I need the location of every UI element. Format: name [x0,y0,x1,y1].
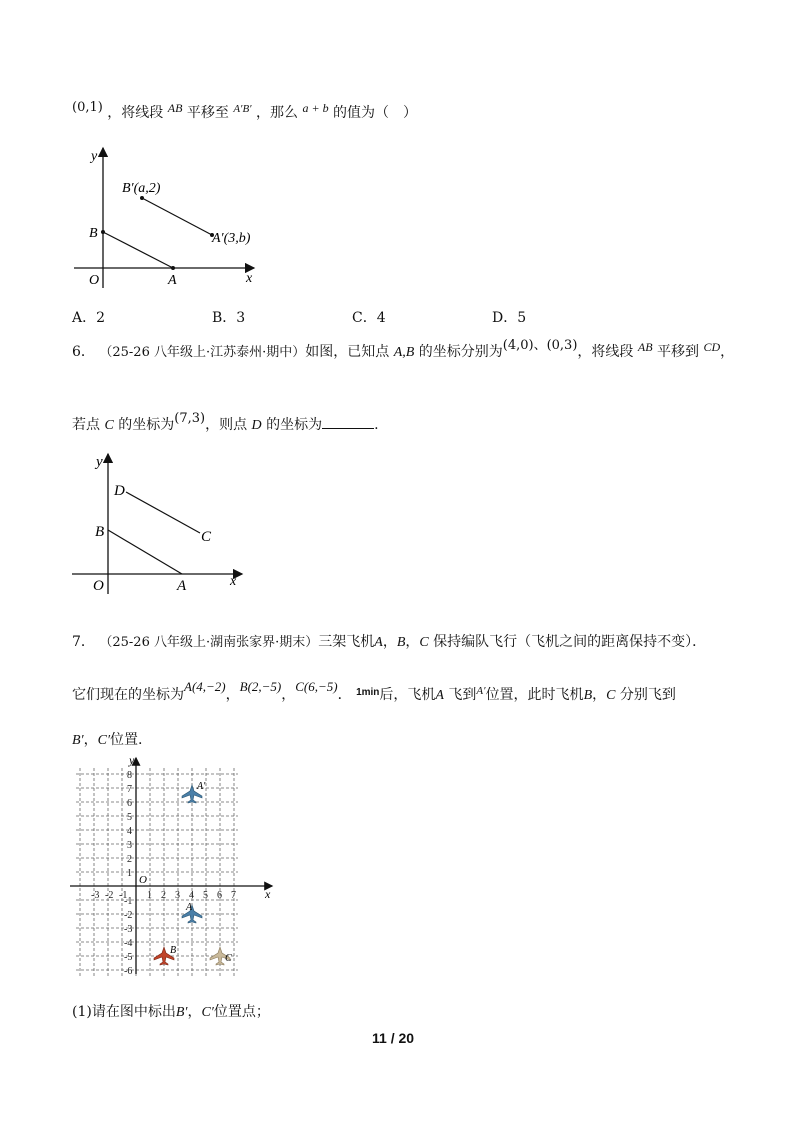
q6-segment-cd [126,492,200,533]
y-tick-label: 2 [127,854,132,865]
q6-source: （25-26 八年级上·江苏泰州·期中） [99,345,306,360]
y-tick-label: 5 [127,812,132,823]
q6-a-label: A [177,578,187,594]
q5-option-a[interactable]: A．2 [72,310,106,326]
q5-expression: a + b [302,101,329,115]
current-page: 11 [372,1030,387,1046]
q7-coord-a: A(4,−2) [184,679,226,694]
x-tick-label: 2 [161,890,166,901]
q5-y-label: y [91,149,98,164]
y-tick-label: 7 [127,784,132,795]
q7-sub-question-1: (1)请在图中标出B′，C′位置点； [72,1004,270,1020]
q5-a-prime-label: A′(3,b) [212,231,251,246]
q7-coord-c: C(6,−5) [295,679,338,694]
q7-origin-label: O [139,874,147,886]
q5-a-label: A [168,273,177,288]
y-tick-label: -3 [124,924,133,935]
q6-b-label: B [95,524,105,540]
y-tick-label: -5 [124,952,133,963]
q5-stem-line: (0,1) ，将线段 AB 平移至 $^{A'B'}$ ，那么 a + b 的值为（ ） [72,100,418,121]
q6-coord-c: (7,3) [174,411,206,426]
y-tick-label: 6 [127,798,132,809]
x-tick-label: 4 [189,890,194,901]
q5-figure [60,142,270,292]
y-tick-label: 1 [127,868,132,879]
y-tick-label: 3 [127,840,132,851]
x-tick-label: -3 [91,890,100,901]
x-tick-label: 1 [147,890,152,901]
y-tick-label: -4 [124,938,133,949]
q7-number: 7． [72,634,95,650]
q6-figure [66,450,250,596]
q6-c-label: C [201,529,212,545]
q5-option-c[interactable]: C．4 [352,310,386,326]
q7-coord-b: B(2,−5) [239,679,282,694]
q5-point-b-prime [140,196,144,200]
q7-stem-line-3: B′，C′位置. [72,732,143,748]
x-tick-label: -1 [119,890,128,901]
q5-b-prime-label: B′(a,2) [122,181,161,196]
y-tick-label: -6 [124,966,133,977]
q6-stem-line-1: 6． （25-26 八年级上·江苏泰州·期中）如图，已知点 A,B 的坐标分别为(4,0)、(0,3)，将线段 AB 平移到 CD， [72,338,735,360]
q5-point-b [101,230,105,234]
q5-segment-ab-line [103,232,173,268]
x-tick-label: 6 [217,890,222,901]
q7-source: （25-26 八年级上·湖南张家界·期末） [99,635,319,650]
q6-origin-label: O [93,578,104,594]
q6-y-label: y [96,454,103,470]
page-separator: / [390,1030,395,1046]
q7-a-label: A [186,902,193,913]
page-number [372,1030,414,1046]
q5-option-d[interactable]: D．5 [492,310,527,326]
total-pages: 20 [398,1030,415,1046]
q5-point-a [171,266,175,270]
q7-b-label: B [170,945,177,956]
q5-segment-ab-prime: A′B′ [233,103,252,115]
q7-stem-line-2: 它们现在的坐标为A(4,−2)，B(2,−5)，C(6,−5)． $^{1min}$后，飞机A 飞到$^{A'}$位置，此时飞机B，C 分别飞到 [72,679,676,703]
q7-gridlines [76,768,238,976]
y-tick-label: 8 [127,770,132,781]
q7-a-prime-label: A′ [197,781,206,792]
q5-x-label: x [246,271,253,286]
q7-x-label: x [265,887,271,901]
x-tick-label: -2 [105,890,114,901]
x-tick-label: 7 [231,890,236,901]
q7-stem-line-1: 7． （25-26 八年级上·湖南张家界·期末）三架飞机A，B，C 保持编队飞行（飞机之间的距离保持不变）． [72,634,707,650]
q5-origin-label: O [89,273,100,288]
y-tick-label: -1 [124,896,133,907]
q5-segment-ab: AB [167,101,183,115]
q6-coords: (4,0)、(0,3) [502,338,578,353]
q6-number: 6． [72,344,95,360]
y-tick-label: 4 [127,826,132,837]
q7-grid-figure [66,752,278,978]
q7-time: 1min [356,687,380,698]
q5-b-label: B [89,226,98,241]
q6-d-label: D [114,483,125,499]
x-tick-label: 5 [203,890,208,901]
q6-x-label: x [230,574,237,589]
q7-y-label: y [129,753,135,767]
q6-segment-ab [108,530,182,574]
q6-answer-blank[interactable] [322,414,374,429]
q5-segment-ab-prime-line [142,198,212,235]
q7-c-label: C [225,953,232,964]
y-tick-label: -2 [124,910,133,921]
q5-coordinate: (0,1) [72,100,103,115]
q5-option-b[interactable]: B．3 [212,310,246,326]
x-tick-label: 3 [175,890,180,901]
q6-stem-line-2: 若点 C 的坐标为(7,3)，则点 D 的坐标为 . [72,411,379,433]
